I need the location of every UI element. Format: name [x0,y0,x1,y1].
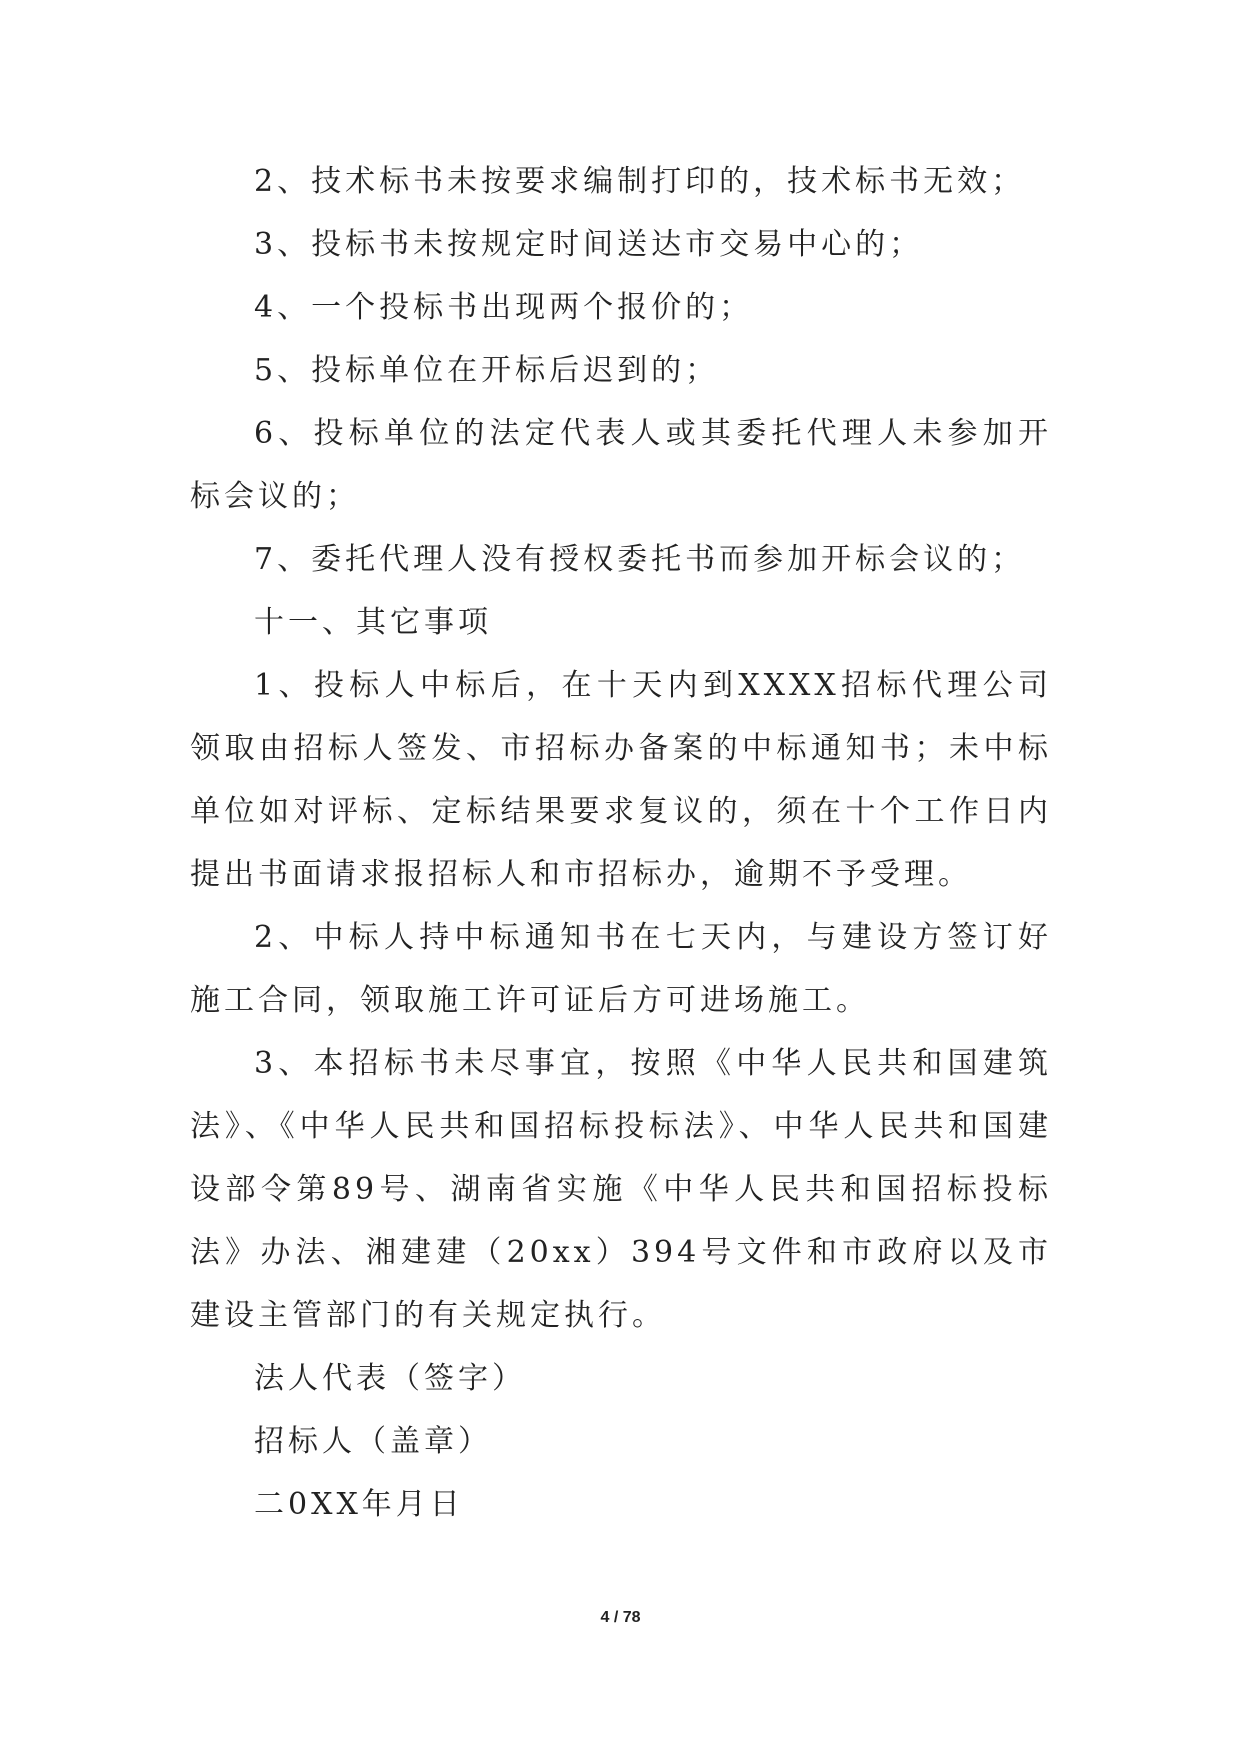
paragraph-item-5: 5、投标单位在开标后迟到的； [254,353,720,388]
page-number: 4 / 78 [600,1609,641,1626]
document-body [190,150,1052,1536]
paragraph-item-4: 4、一个投标书出现两个报价的； [254,290,754,325]
paragraph-other-2: 2、中标人持中标通知书在七天内，与建设方签订好施工合同，领取施工许可证后方可进场施工。 [190,920,1052,1018]
signature-tenderer-seal: 招标人（盖章） [254,1424,492,1459]
paragraph-item-6: 6、投标单位的法定代表人或其委托代理人未参加开标会议的； [190,416,1052,514]
paragraph-other-1: 1、投标人中标后，在十天内到XXXX招标代理公司领取由招标人签发、市招标办备案的中标通知书；未中标单位如对评标、定标结果要求复议的，须在十个工作日内提出书面请求报招标人和市招标办，逾期不予受理。 [190,668,1052,892]
signature-legal-rep: 法人代表（签字） [254,1361,526,1396]
paragraph-item-3: 3、投标书未按规定时间送达市交易中心的； [254,227,924,262]
signature-date: 二0XX年月日 [254,1487,464,1522]
paragraph-item-7: 7、委托代理人没有授权委托书而参加开标会议的； [254,542,1026,577]
paragraph-item-2: 2、技术标书未按要求编制打印的，技术标书无效； [254,164,1026,199]
paragraph-other-3: 3、本招标书未尽事宜，按照《中华人民共和国建筑法》、《中华人民共和国招标投标法》、中华人民共和国建设部令第89号、湖南省实施《中华人民共和国招标投标法》办法、湘建建（20xx）394号文件和市政府以及市建设主管部门的有关规定执行。 [190,1046,1052,1333]
section-heading-other-matters: 十一、其它事项 [254,605,492,640]
